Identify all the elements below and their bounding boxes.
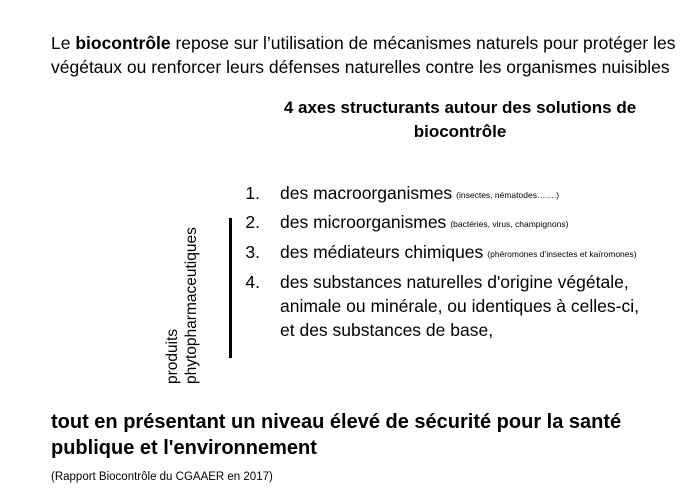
list-item-number: 2. (245, 212, 260, 232)
side-label-phytopharmaceutiques (163, 194, 201, 384)
list-item-note: (phéromones d’insectes et kaïromones) (487, 249, 637, 259)
section-heading (230, 96, 690, 144)
list-item (280, 270, 639, 342)
list-item-number: 1. (245, 183, 260, 203)
source-citation: (Rapport Biocontrôle du CGAAER en 2017) (51, 471, 273, 483)
conclusion-line-2: publique et l'environnement (51, 437, 317, 459)
side-label-line-2: phytopharmaceutiques (183, 227, 200, 384)
conclusion (51, 409, 691, 461)
list-item-text: des médiateurs chimiques (280, 242, 484, 262)
list-item-note: (insectes, nématodes…….) (456, 190, 560, 200)
heading-line-2: biocontrôle (413, 122, 507, 141)
list-item-note: (bactéries, virus, champignons) (450, 219, 569, 229)
list-item (280, 181, 559, 207)
list-item-number: 4. (245, 272, 260, 292)
list-item-text: des microorganismes (280, 212, 447, 232)
list-item-line: animale ou minérale, ou identiques à celles-ci, (280, 296, 639, 316)
intro-rest: repose sur l’utilisation de mécanismes naturels pour protéger les végétaux ou renforcer leurs défenses naturelles contre les organismes nuisibles (51, 33, 676, 77)
list-item (280, 210, 568, 236)
list-item-number: 3. (245, 242, 260, 262)
list-item-line: des substances naturelles d'origine végétale, (280, 272, 629, 292)
list-item (280, 240, 637, 266)
list-item-text: des macroorganismes (280, 183, 453, 203)
intro-paragraph (51, 31, 687, 79)
intro-keyword: biocontrôle (75, 33, 171, 53)
intro-prefix: Le (51, 33, 76, 53)
list-item-line: et des substances de base, (280, 320, 494, 340)
heading-line-1: 4 axes structurants autour des solutions de (283, 98, 637, 117)
side-label-line-1: produits (164, 328, 181, 384)
conclusion-line-1: tout en présentant un niveau élevé de sécurité pour la santé (51, 411, 622, 433)
